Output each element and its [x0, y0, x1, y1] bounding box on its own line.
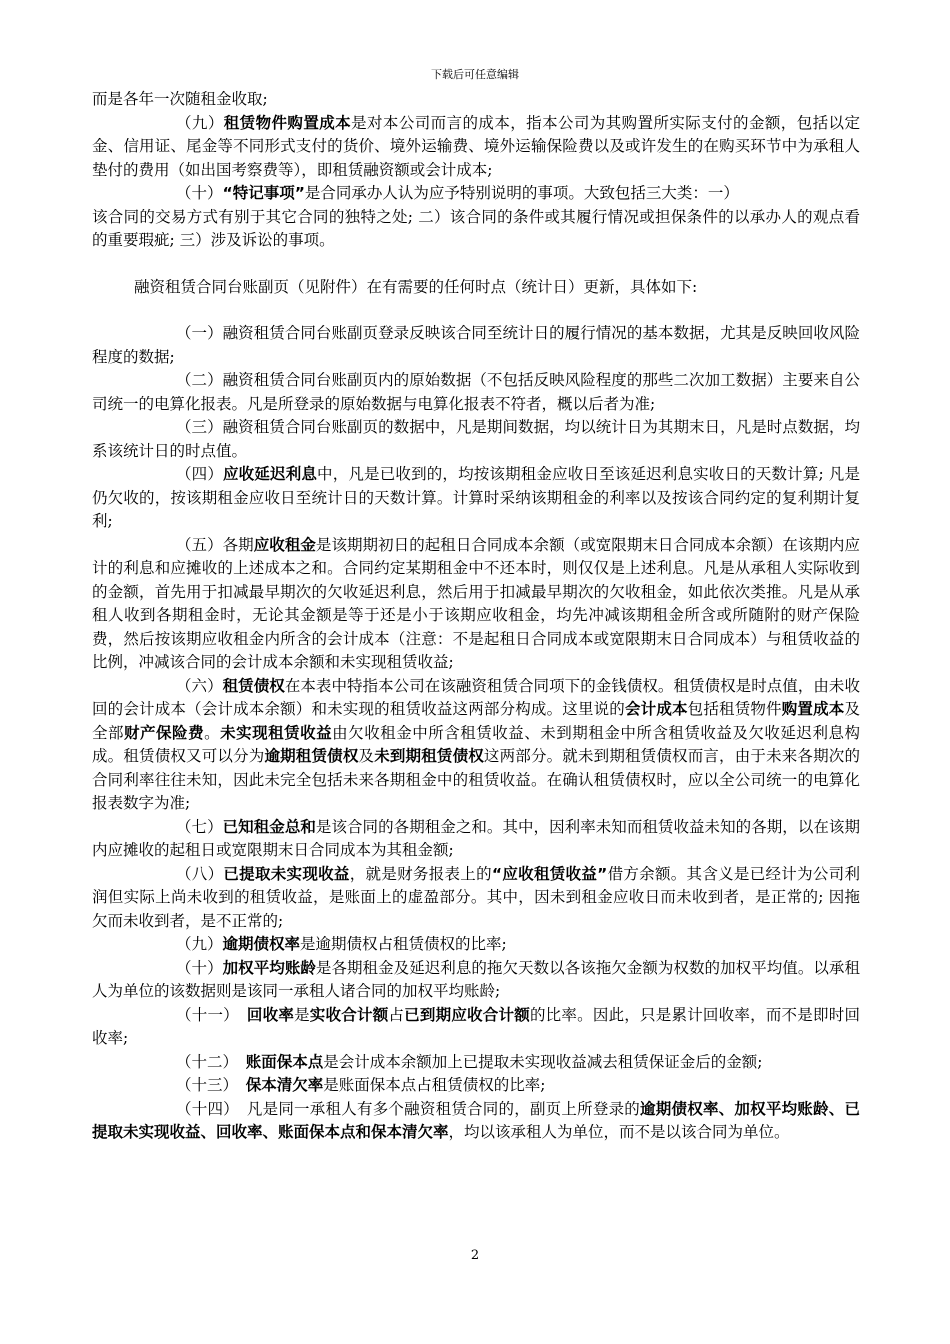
term: 应收租金 [253, 535, 316, 554]
paragraph-text: ，均以该承租人为单位，而不是以该合同为单位。 [448, 1123, 790, 1141]
paragraph [92, 675, 860, 816]
paragraph [92, 534, 860, 675]
paragraph-text: 是各期租金及延迟利息的拖欠天数以各该拖欠金额为权数的加权平均值。以承租人为单位的该数据则是该同一承租人诸合同的加权平均账龄; [92, 958, 860, 1000]
term: 租赁物件购置成本 [223, 113, 352, 132]
paragraph-text: 该合同的交易方式有别于其它合同的独特之处; 二）该合同的条件或其履行情况或担保条件的以承办人的观点看的重要瑕疵; 三）涉及诉讼的事项。 [92, 207, 860, 249]
item-number: （九） [176, 935, 223, 953]
paragraph-text: 是该期期初日的起租日合同成本余额（或宽限期末日合同成本余额）在该期内应计的利息和应摊收的上述成本之和。合同约定某期租金中不还本时，则仅仅是上述利息。凡是从承租人实际收到的金额，首先用于扣减最早期次的欠收延迟利息，然后用于扣减最早期次的欠收租金，如此依次类推。凡是从承租人收到各期租金时，无论其金额是等于还是小于该期应收租金，均先冲减该期租金所含或所随附的财产保险费，然后按该期应收租金内所含的会计成本（注意：不是起租日合同成本或宽限期末日合同成本）与租赁收益的比例，冲减该合同的会计成本余额和未实现租赁收益; [92, 535, 860, 671]
spacer [92, 299, 860, 322]
spacer [92, 253, 860, 276]
paragraph-text: 而是各年一次随租金收取; [92, 90, 268, 108]
item-number: （七） [176, 817, 223, 836]
term: 加权平均账龄 [222, 958, 316, 977]
paragraph [92, 369, 860, 416]
paragraph-text: 的比率。因此，只是累计回收率，而不是即时回收率; [92, 1005, 860, 1047]
paragraph-text: （一）融资租赁合同台账副页登录反映该合同至统计日的履行情况的基本数据，尤其是反映回收风险程度的数据; [92, 324, 860, 366]
item-number: （五）各期 [176, 535, 254, 554]
paragraph [92, 863, 860, 934]
item-number: （十三） [176, 1076, 246, 1094]
term: 未实现租赁收益 [220, 723, 333, 742]
paragraph-text: 及 [358, 747, 375, 765]
paragraph-text: 这两部分。就未到期租赁债权而言，由于未来各期次的合同利率往往未知，因此未完全包括未来各期租金中的租赁收益。在确认租赁债权时，应以全公司统一的电算化报表数字为准; [92, 747, 860, 812]
paragraph [92, 1051, 860, 1075]
paragraph-text: 在本表中特指本公司在该融资租赁合同项下的金钱债权。租赁债权是时点值，由未收回的会计成本（会计成本余额）和未实现的租赁收益这两部分构成。这里说的 [92, 676, 860, 718]
paragraph-text: （三）融资租赁合同台账副页的数据中，凡是期间数据，均以统计日为其期末日，凡是时点数据，均系该统计日的时点值。 [92, 418, 860, 460]
term: 账面保本点 [245, 1052, 324, 1071]
item-number: （九） [176, 113, 224, 132]
term: 会计成本 [624, 700, 688, 718]
paragraph-text: 中，凡是已收到的，均按该期租金应收日至该延迟利息实收日的天数计算; 凡是仍欠收的，按该期租金应收日至统计日的天数计算。计算时采纳该期租金的利率以及按该合同约定的复利期计复利; [92, 465, 860, 530]
paragraph-text: 是对本公司而言的成本，指本公司为其购置所实际支付的金额，包括以定金、信用证、尾金等不同形式支付的货价、境外运输费、境外运输保险费以及或许发生的在购买环节中为承租人垫付的费用（如出国考察费等），即租赁融资额或会计成本; [92, 113, 860, 179]
paragraph-text: 是该合同的各期租金之和。其中，因利率未知而租赁收益未知的各期，以在该期内应摊收的起租日或宽限期末日合同成本为其租金额; [92, 817, 860, 859]
paragraph [92, 88, 860, 112]
paragraph [92, 463, 860, 534]
item-number: （十） [176, 958, 223, 977]
term: 未到期租赁债权 [374, 747, 484, 765]
term: “应收租赁收益” [491, 864, 608, 883]
paragraph-text: 由欠收租金中所含租赁收益、未到期租金中所含租赁收益及欠收延迟利息构成。租赁债权又可以分为 [92, 723, 860, 765]
term: 逾期债权率、加权平均账龄、已提取未实现收益、回收率、账面保本点和保本清欠率 [92, 1099, 860, 1141]
item-number: （八） [176, 864, 224, 883]
paragraph [92, 816, 860, 863]
term: 实收合计额 [309, 1005, 389, 1024]
paragraph-text: 是合同承办人认为应予特别说明的事项。大致包括三大类：一） [304, 184, 739, 202]
paragraph-text: 及全部 [92, 700, 860, 742]
paragraph [92, 1074, 860, 1098]
page-number: 2 [470, 1248, 480, 1263]
paragraph [92, 112, 860, 183]
item-number: （十二） [176, 1052, 246, 1071]
paragraph [92, 416, 860, 463]
item-number: （十） [176, 184, 223, 202]
paragraph [92, 182, 860, 206]
term: 保本清欠率 [245, 1076, 324, 1094]
paragraph-text: 是 [294, 1005, 310, 1024]
paragraph-text: 是会计成本余额加上已提取未实现收益减去租赁保证金后的金额; [323, 1052, 763, 1071]
item-number: （十一） [176, 1005, 247, 1024]
paragraph [92, 1098, 860, 1145]
term: 已提取未实现收益 [223, 864, 350, 883]
paragraph-text: （二）融资租赁合同台账副页内的原始数据（不包括反映风险程度的那些二次加工数据）主要来自公司统一的电算化报表。凡是所登录的原始数据与电算化报表不符者，概以后者为准; [92, 371, 860, 413]
term: 已知租金总和 [222, 817, 316, 836]
paragraph-text: 是逾期债权占租赁债权的比率; [300, 935, 507, 953]
paragraph [92, 933, 860, 957]
term: 租赁债权 [222, 676, 285, 695]
paragraph-text: 占 [388, 1005, 405, 1024]
item-number: （六） [176, 676, 223, 695]
paragraph [92, 206, 860, 253]
term: 回收率 [246, 1005, 295, 1024]
paragraph-text: 是账面保本点占租赁债权的比率; [323, 1076, 546, 1094]
paragraph-text: 包括租赁物件 [687, 700, 782, 718]
term: 财产保险费 [124, 723, 205, 742]
paragraph-text: （十四） 凡是同一承租人有多个融资租赁合同的，副页上所登录的 [176, 1099, 641, 1118]
term: “特记事项” [222, 184, 305, 202]
paragraph-text: ，就是财务报表上的 [349, 864, 492, 883]
document-body [92, 88, 860, 1145]
paragraph-text: 。 [204, 723, 221, 742]
paragraph [92, 322, 860, 369]
paragraph [92, 1004, 860, 1051]
term: 已到期应收合计额 [404, 1005, 530, 1024]
item-number: （四） [176, 465, 224, 483]
paragraph-text: 融资租赁合同台账副页（见附件）在有需要的任何时点（统计日）更新，具体如下: [134, 277, 698, 296]
term: 应收延迟利息 [223, 465, 318, 483]
paragraph [92, 957, 860, 1004]
paragraph [92, 276, 860, 300]
paragraph-text: 借方余额。其含义是已经计为公司利润但实际上尚未收到的租赁收益，是账面上的虚盈部分。其中，因未到租金应收日而未收到者，是正常的; 因拖欠而未收到者，是不正常的; [92, 864, 860, 930]
term: 逾期债权率 [222, 935, 301, 953]
term: 逾期租赁债权 [264, 747, 359, 765]
page-header: 下载后可任意编辑 [431, 68, 519, 81]
term: 购置成本 [781, 700, 845, 718]
